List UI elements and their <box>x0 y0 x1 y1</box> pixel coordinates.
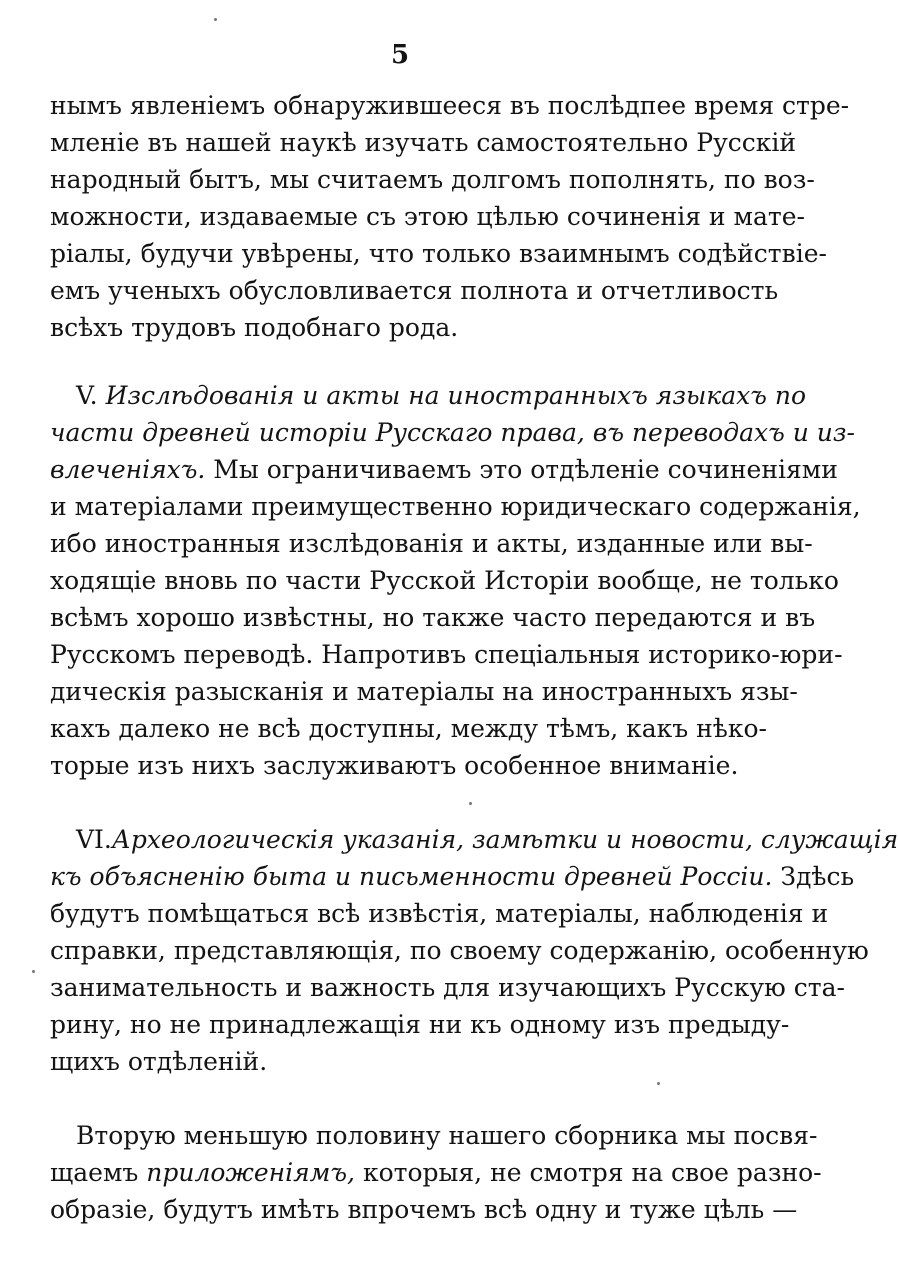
text-line: народный бытъ, мы считаемъ долгомъ пополнять, по воз- <box>50 165 815 194</box>
text-line: всѣхъ трудовъ подобнаго рода. <box>50 313 459 342</box>
section-title: Изслѣдованія и акты на иностранныхъ языкахъ по <box>105 381 807 410</box>
text-line: нымъ явленіемъ обнаружившееся въ послѣдпее время стре- <box>50 91 850 120</box>
section-numeral: VI. <box>76 825 112 854</box>
text-line: торые изъ нихъ заслуживаютъ особенное вниманіе. <box>50 751 739 780</box>
body-text: щаемъ <box>50 1158 147 1187</box>
scan-speck <box>657 1082 660 1085</box>
text-line <box>50 859 855 895</box>
section-heading-line <box>76 822 898 858</box>
section-heading-line <box>76 378 807 414</box>
text-line: щихъ отдѣленій. <box>50 1047 268 1076</box>
text-line: ходящіе вновь по части Русской Исторіи вообще, не только <box>50 566 839 595</box>
text-line: рину, но не принадлежащія ни къ одному изъ предыду- <box>50 1010 790 1039</box>
text-line: будутъ помѣщаться всѣ извѣстія, матеріалы, наблюденія и <box>50 899 829 928</box>
text-line: можности, издаваемые съ этою цѣлью сочиненія и мате- <box>50 202 805 231</box>
text-line: ріалы, будучи увѣрены, что только взаимнымъ содѣйствіе- <box>50 239 827 268</box>
text-line: Русскомъ переводѣ. Напротивъ спеціальныя историко-юри- <box>50 640 843 669</box>
scan-speck <box>32 970 35 973</box>
body-text: Мы ограничиваемъ это отдѣленіе сочиненіями <box>205 455 838 484</box>
text-line: Вторую меньшую половину нашего сборника мы посвя- <box>76 1121 818 1150</box>
text-line: занимательность и важность для изучающихъ Русскую ста- <box>50 973 845 1002</box>
text-line <box>50 1155 822 1191</box>
body-text: которыя, не смотря на свое разно- <box>355 1158 822 1187</box>
body-text: Здѣсь <box>772 862 855 891</box>
text-line: мленіе въ нашей наукѣ изучать самостоятельно Русскій <box>50 128 797 157</box>
text-line: ибо иностранныя изслѣдованія и акты, изданные или вы- <box>50 529 813 558</box>
text-line <box>50 452 838 488</box>
section-title: части древней исторіи Русскаго права, въ переводахъ и из- <box>50 418 855 447</box>
scan-speck <box>214 18 217 21</box>
section-title: влеченіяхъ. <box>50 455 206 484</box>
text-line: образіе, будутъ имѣть впрочемъ всѣ одну и туже цѣль — <box>50 1195 798 1224</box>
section-numeral: V. <box>76 381 106 410</box>
text-line: справки, представляющія, по своему содержанію, особенную <box>50 936 869 965</box>
page-number: 5 <box>390 40 410 70</box>
text-line: дическія разысканія и матеріалы на иностранныхъ язы- <box>50 677 798 706</box>
text-line: кахъ далеко не всѣ доступны, между тѣмъ, какъ нѣко- <box>50 714 767 743</box>
text-line: всѣмъ хорошо извѣстны, но также часто передаются и въ <box>50 603 816 632</box>
section-heading-line <box>50 415 855 451</box>
scan-speck <box>469 802 472 805</box>
text-line: и матеріалами преимущественно юридическаго содержанія, <box>50 492 861 521</box>
text-line: емъ ученыхъ обусловливается полнота и отчетливость <box>50 276 779 305</box>
section-title: Археологическія указанія, замѣтки и новости, служащія <box>111 825 898 854</box>
section-title: къ объясненію быта и письменности древней Россіи. <box>50 862 773 891</box>
emphasis-text: приложеніямъ, <box>146 1158 355 1187</box>
